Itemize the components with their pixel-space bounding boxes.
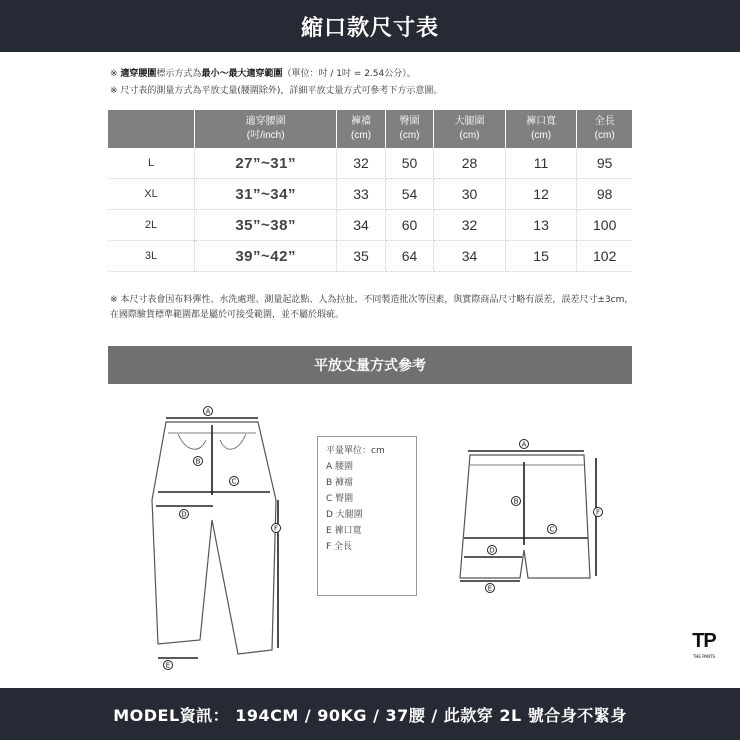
marker-A: A xyxy=(521,440,527,449)
length-cell: 102 xyxy=(577,241,632,272)
thigh-cell: 34 xyxy=(434,241,506,272)
note-text: 標示方式為 xyxy=(156,69,202,79)
waist-cell: 35”~38” xyxy=(195,210,337,241)
footer-bar xyxy=(0,688,740,740)
length-cell: 100 xyxy=(577,210,632,241)
thigh-cell: 32 xyxy=(434,210,506,241)
note-unit: （單位：吋 / 1吋 = 2.54公分）。 xyxy=(282,69,416,79)
note-line-2: ※ 尺寸表的測量方式為平放丈量(腰圍除外)，詳細平放丈量方式可參考下方示意圖。 xyxy=(110,86,443,96)
rise-cell: 32 xyxy=(337,148,385,179)
table-row xyxy=(108,210,632,241)
shorts-illustration xyxy=(460,455,590,578)
marker-F: F xyxy=(273,524,279,533)
marker-E: E xyxy=(165,661,171,670)
brand-logo-mark: TP xyxy=(692,630,716,652)
leg-opening-cell: 11 xyxy=(505,148,577,179)
legend-item: D 大腿圍 xyxy=(326,510,363,520)
measure-section-bar xyxy=(108,346,632,384)
legend-item: A 腰圍 xyxy=(326,462,354,472)
table-row xyxy=(108,241,632,272)
leg-opening-cell: 13 xyxy=(505,210,577,241)
note-line-1 xyxy=(110,66,650,83)
waist-cell: 27”~31” xyxy=(195,148,337,179)
legend-unit: 平量單位：cm xyxy=(326,446,385,456)
size-notes xyxy=(110,66,650,100)
size-label: XL xyxy=(108,179,195,210)
rise-cell: 33 xyxy=(337,179,385,210)
size-disclaimer: ※ 本尺寸表會因布料彈性、水洗處理、測量起訖點、人為拉扯、不同製造批次等因素，與實際商品尺寸略有誤差，誤差尺寸±3cm，在國際驗貨標準範圍都是屬於可接受範圍，並不屬於瑕疵。 xyxy=(110,295,634,320)
hip-cell: 60 xyxy=(385,210,433,241)
marker-A: A xyxy=(205,407,211,416)
thigh-cell: 28 xyxy=(434,148,506,179)
waist-cell: 39”~42” xyxy=(195,241,337,272)
header-leg-opening: 褲口寬 (cm) xyxy=(505,110,577,148)
hip-cell: 64 xyxy=(385,241,433,272)
marker-C: C xyxy=(549,525,555,534)
measure-section-title: 平放丈量方式參考 xyxy=(314,358,426,374)
thigh-cell: 30 xyxy=(434,179,506,210)
header-rise: 褲襠 (cm) xyxy=(337,110,385,148)
legend-item: B 褲襠 xyxy=(326,478,354,488)
header-thigh: 大腿圍 (cm) xyxy=(434,110,506,148)
shorts-measure-lines xyxy=(460,451,596,581)
header-size xyxy=(108,110,195,148)
marker-D: D xyxy=(489,546,495,555)
leg-opening-cell: 15 xyxy=(505,241,577,272)
page-title: 縮口款尺寸表 xyxy=(300,15,439,41)
marker-E: E xyxy=(487,584,493,593)
header-length: 全長 (cm) xyxy=(577,110,632,148)
hip-cell: 54 xyxy=(385,179,433,210)
measurement-legend xyxy=(317,436,417,596)
legend-item: F 全長 xyxy=(326,542,353,552)
note-prefix: ※ xyxy=(110,69,121,79)
size-label: 3L xyxy=(108,241,195,272)
legend-item: C 臀圍 xyxy=(326,494,354,504)
marker-B: B xyxy=(513,497,519,506)
brand-logo xyxy=(686,630,722,659)
brand-logo-name: THE PANTS xyxy=(692,654,716,659)
marker-D: D xyxy=(181,510,187,519)
header-hip: 臀圍 (cm) xyxy=(385,110,433,148)
waist-cell: 31”~34” xyxy=(195,179,337,210)
header-bar xyxy=(0,0,740,52)
note-highlight-range: 最小～最大適穿範圍 xyxy=(201,69,283,79)
size-table-header xyxy=(108,110,632,148)
header-waist: 適穿腰圍 (吋/inch) xyxy=(195,110,337,148)
table-row xyxy=(108,148,632,179)
pants-illustration xyxy=(152,422,279,654)
marker-F: F xyxy=(595,508,601,517)
marker-C: C xyxy=(231,477,237,486)
hip-cell: 50 xyxy=(385,148,433,179)
model-info: MODEL資訊： 194CM / 90KG / 37腰 / 此款穿 2L 號合身不緊身 xyxy=(113,705,627,725)
size-table xyxy=(108,110,632,272)
pants-measure-lines xyxy=(156,418,278,658)
legend-item: E 褲口寬 xyxy=(326,526,362,536)
length-cell: 98 xyxy=(577,179,632,210)
note-highlight-waist: 適穿腰圍 xyxy=(120,69,157,79)
length-cell: 95 xyxy=(577,148,632,179)
leg-opening-cell: 12 xyxy=(505,179,577,210)
size-label: L xyxy=(108,148,195,179)
rise-cell: 34 xyxy=(337,210,385,241)
rise-cell: 35 xyxy=(337,241,385,272)
size-label: 2L xyxy=(108,210,195,241)
marker-B: B xyxy=(195,457,201,466)
table-row xyxy=(108,179,632,210)
